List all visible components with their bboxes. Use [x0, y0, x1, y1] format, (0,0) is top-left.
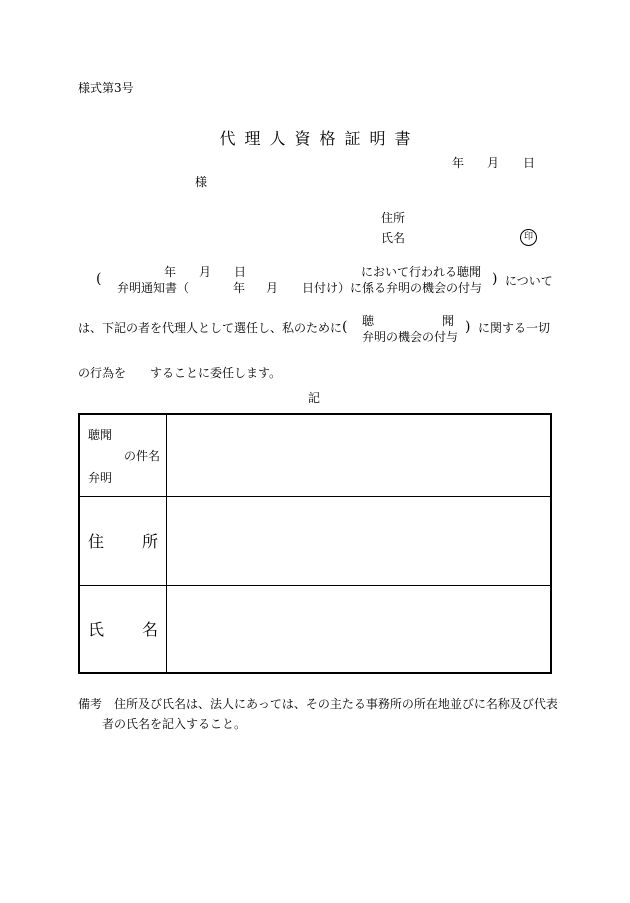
address-label	[88, 529, 158, 552]
close-paren-1: )	[492, 271, 498, 287]
case-label-explanation: 弁明	[88, 471, 113, 485]
case-label-hearing: 聴聞	[88, 428, 113, 442]
name-label	[88, 617, 158, 640]
seal-mark: 印	[520, 229, 537, 246]
section-mark: 記	[308, 391, 321, 405]
line3: の行為を することに委任します。	[78, 366, 282, 380]
document-title: 代理人資格証明書	[219, 129, 420, 148]
case-label-name: の件名	[124, 449, 161, 463]
address-label-cell	[79, 496, 167, 585]
note-line-1: 住所及び氏名は、法人にあっては、その主たる事務所の所在地並びに名称及び代表	[114, 697, 558, 711]
name-field[interactable]	[167, 585, 552, 673]
line1-upper-day: 日	[234, 265, 247, 279]
date-month: 月	[487, 156, 500, 170]
case-name-label-cell	[79, 414, 167, 496]
line1-upper-text: において行われる聴聞	[361, 265, 482, 279]
form-number: 様式第3号	[78, 81, 134, 95]
case-name-field[interactable]	[167, 414, 552, 496]
line1-tail: について	[505, 274, 553, 288]
close-paren-2: )	[465, 319, 471, 335]
line2-tail: に関する一切	[478, 321, 551, 335]
case-name-row	[79, 414, 551, 496]
line1-lower-day: 日付け）に係る弁明の機会の付与	[302, 281, 483, 295]
open-paren-1: (	[96, 271, 102, 287]
address-label-a: 住	[88, 532, 105, 551]
applicant-name-label: 氏名	[381, 231, 406, 245]
proxy-info-table	[78, 413, 552, 674]
note-line-2: 者の氏名を記入すること。	[102, 717, 247, 731]
line2-upper-a: 聴	[362, 314, 375, 328]
name-label-b: 名	[141, 620, 158, 640]
date-day: 日	[523, 156, 536, 170]
line2-upper-b: 聞	[442, 314, 455, 328]
line1-lower-month: 月	[266, 281, 279, 295]
line2-head: は、下記の者を代理人として選任し、私のために	[78, 321, 343, 335]
applicant-address-label: 住所	[381, 211, 406, 225]
address-label-b: 所	[141, 532, 158, 551]
name-label-a: 氏	[88, 620, 105, 640]
date-year: 年	[452, 156, 465, 170]
line1-lower-year: 年	[233, 281, 246, 295]
line1-lower-prefix: 弁明通知書（	[117, 281, 190, 295]
name-label-cell	[79, 585, 167, 673]
line2-lower: 弁明の機会の付与	[362, 330, 459, 344]
line1-upper-month: 月	[199, 265, 212, 279]
addressee-suffix: 様	[195, 175, 208, 189]
line1-upper-year: 年	[164, 265, 177, 279]
name-row	[79, 585, 551, 673]
address-row	[79, 496, 551, 585]
note-label: 備考	[78, 697, 103, 711]
address-field[interactable]	[167, 496, 552, 585]
open-paren-2: (	[342, 319, 348, 335]
